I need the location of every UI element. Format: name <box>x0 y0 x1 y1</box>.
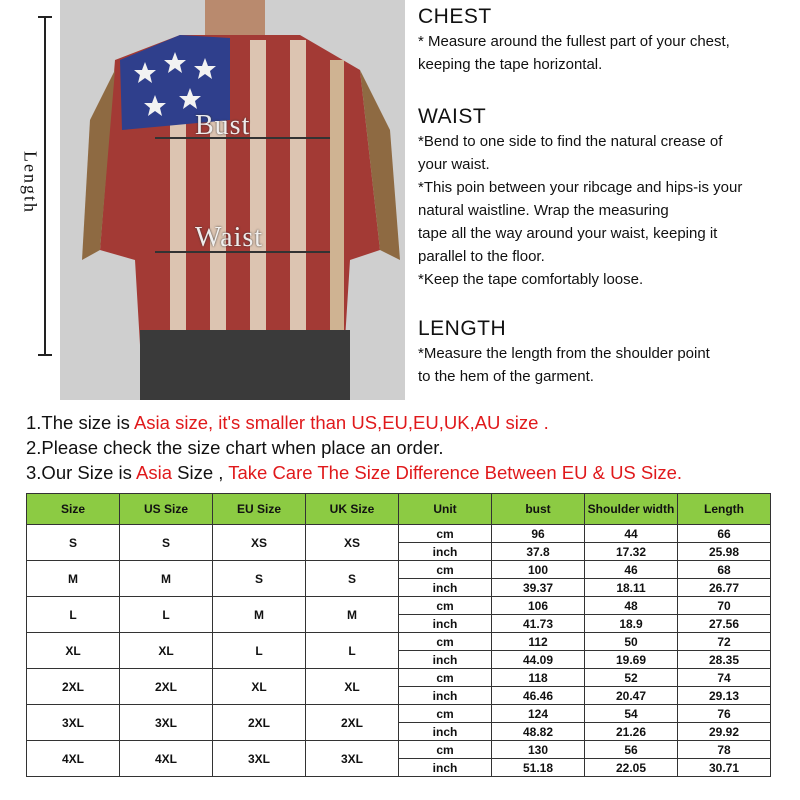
notice-1-highlight: Asia size, it's smaller than US,EU,EU,UK,AU size . <box>133 412 549 433</box>
length-inch-cell: 28.35 <box>678 651 771 669</box>
flag-shirt-illustration <box>60 0 405 400</box>
unit-inch-cell: inch <box>399 615 492 633</box>
chest-guide <box>418 4 730 76</box>
unit-cm-cell: cm <box>399 597 492 615</box>
length-cm-cell: 68 <box>678 561 771 579</box>
shoulder-inch-cell: 20.47 <box>585 687 678 705</box>
chest-text-line: keeping the tape horizontal. <box>418 56 603 73</box>
notice-1 <box>26 410 796 435</box>
length-cm-cell: 72 <box>678 633 771 651</box>
length-inch-cell: 25.98 <box>678 543 771 561</box>
header-us-size: US Size <box>120 494 213 525</box>
bust-cm-cell: 124 <box>492 705 585 723</box>
us-size-cell: 2XL <box>120 669 213 705</box>
unit-cm-cell: cm <box>399 525 492 543</box>
length-text-line: *Measure the length from the shoulder point <box>418 345 710 362</box>
bust-cm-cell: 96 <box>492 525 585 543</box>
notice-3-highlight-asia: Asia <box>136 462 173 483</box>
header-unit: Unit <box>399 494 492 525</box>
bust-inch-cell: 39.37 <box>492 579 585 597</box>
size-cell: S <box>27 525 120 561</box>
size-table-body <box>27 525 771 777</box>
us-size-cell: 4XL <box>120 741 213 777</box>
notice-1-text: 1.The size is <box>26 412 134 433</box>
waist-text-line: natural waistline. Wrap the measuring <box>418 202 669 219</box>
us-size-cell: S <box>120 525 213 561</box>
chest-text-line: * Measure around the fullest part of your chest, <box>418 33 730 50</box>
length-cm-cell: 78 <box>678 741 771 759</box>
header-uk-size: UK Size <box>306 494 399 525</box>
length-inch-cell: 26.77 <box>678 579 771 597</box>
unit-cm-cell: cm <box>399 669 492 687</box>
waist-text-line: *Keep the tape comfortably loose. <box>418 271 644 288</box>
uk-size-cell: 2XL <box>306 705 399 741</box>
size-chart-table <box>26 493 771 777</box>
table-row <box>27 741 771 759</box>
bust-cm-cell: 130 <box>492 741 585 759</box>
uk-size-cell: M <box>306 597 399 633</box>
uk-size-cell: XL <box>306 669 399 705</box>
table-row <box>27 633 771 651</box>
size-cell: 2XL <box>27 669 120 705</box>
table-row <box>27 669 771 687</box>
bust-inch-cell: 41.73 <box>492 615 585 633</box>
length-measure-line <box>44 17 46 355</box>
us-size-cell: XL <box>120 633 213 669</box>
waist-text-line: your waist. <box>418 156 490 173</box>
eu-size-cell: M <box>213 597 306 633</box>
header-size: Size <box>27 494 120 525</box>
table-row <box>27 561 771 579</box>
table-row <box>27 597 771 615</box>
header-shoulder-width: Shoulder width <box>585 494 678 525</box>
length-cm-cell: 66 <box>678 525 771 543</box>
table-row <box>27 525 771 543</box>
bust-inch-cell: 51.18 <box>492 759 585 777</box>
waist-text-line: *This poin between your ribcage and hips-is your <box>418 179 743 196</box>
notice-2: 2.Please check the size chart when place an order. <box>26 437 444 458</box>
waist-text-line: tape all the way around your waist, keeping it <box>418 225 718 242</box>
shoulder-inch-cell: 17.32 <box>585 543 678 561</box>
shoulder-cm-cell: 52 <box>585 669 678 687</box>
length-measure-cap-top <box>38 16 52 18</box>
size-notices <box>26 410 796 485</box>
eu-size-cell: XS <box>213 525 306 561</box>
size-cell: 3XL <box>27 705 120 741</box>
notice-3-text: 3.Our Size is <box>26 462 137 483</box>
unit-cm-cell: cm <box>399 561 492 579</box>
eu-size-cell: 2XL <box>213 705 306 741</box>
unit-cm-cell: cm <box>399 633 492 651</box>
length-cm-cell: 70 <box>678 597 771 615</box>
unit-cm-cell: cm <box>399 741 492 759</box>
length-inch-cell: 29.92 <box>678 723 771 741</box>
eu-size-cell: L <box>213 633 306 669</box>
bust-cm-cell: 106 <box>492 597 585 615</box>
waist-guide <box>418 104 742 291</box>
shoulder-cm-cell: 46 <box>585 561 678 579</box>
unit-inch-cell: inch <box>399 543 492 561</box>
shoulder-cm-cell: 48 <box>585 597 678 615</box>
shoulder-inch-cell: 19.69 <box>585 651 678 669</box>
notice-3 <box>26 460 796 485</box>
notice-3-text-mid: Size , <box>172 462 229 483</box>
eu-size-cell: S <box>213 561 306 597</box>
uk-size-cell: XS <box>306 525 399 561</box>
notice-3-highlight-warning: Take Care The Size Difference Between EU & US Size. <box>228 462 683 483</box>
unit-inch-cell: inch <box>399 651 492 669</box>
us-size-cell: M <box>120 561 213 597</box>
us-size-cell: L <box>120 597 213 633</box>
size-cell: 4XL <box>27 741 120 777</box>
length-inch-cell: 27.56 <box>678 615 771 633</box>
length-label: Length <box>20 151 41 214</box>
table-header-row <box>27 494 771 525</box>
shoulder-inch-cell: 18.11 <box>585 579 678 597</box>
size-cell: L <box>27 597 120 633</box>
header-bust: bust <box>492 494 585 525</box>
unit-cm-cell: cm <box>399 705 492 723</box>
eu-size-cell: XL <box>213 669 306 705</box>
size-cell: M <box>27 561 120 597</box>
waist-text-line: *Bend to one side to find the natural crease of <box>418 133 723 150</box>
waist-heading: WAIST <box>418 105 487 128</box>
unit-inch-cell: inch <box>399 687 492 705</box>
bust-cm-cell: 112 <box>492 633 585 651</box>
bust-inch-cell: 44.09 <box>492 651 585 669</box>
us-size-cell: 3XL <box>120 705 213 741</box>
shoulder-cm-cell: 44 <box>585 525 678 543</box>
length-cm-cell: 74 <box>678 669 771 687</box>
waist-text-line: parallel to the floor. <box>418 248 545 265</box>
bust-label: Bust <box>195 110 251 141</box>
uk-size-cell: L <box>306 633 399 669</box>
shoulder-inch-cell: 18.9 <box>585 615 678 633</box>
length-measure-cap-bottom <box>38 354 52 356</box>
length-cm-cell: 76 <box>678 705 771 723</box>
shoulder-cm-cell: 54 <box>585 705 678 723</box>
bust-cm-cell: 118 <box>492 669 585 687</box>
size-cell: XL <box>27 633 120 669</box>
shoulder-inch-cell: 21.26 <box>585 723 678 741</box>
shoulder-cm-cell: 56 <box>585 741 678 759</box>
unit-inch-cell: inch <box>399 723 492 741</box>
table-row <box>27 705 771 723</box>
header-eu-size: EU Size <box>213 494 306 525</box>
shoulder-cm-cell: 50 <box>585 633 678 651</box>
unit-inch-cell: inch <box>399 579 492 597</box>
shoulder-inch-cell: 22.05 <box>585 759 678 777</box>
bust-inch-cell: 48.82 <box>492 723 585 741</box>
eu-size-cell: 3XL <box>213 741 306 777</box>
length-heading: LENGTH <box>418 317 507 340</box>
bust-cm-cell: 100 <box>492 561 585 579</box>
length-text-line: to the hem of the garment. <box>418 368 594 385</box>
bust-inch-cell: 46.46 <box>492 687 585 705</box>
uk-size-cell: 3XL <box>306 741 399 777</box>
length-inch-cell: 30.71 <box>678 759 771 777</box>
chest-heading: CHEST <box>418 5 492 28</box>
length-inch-cell: 29.13 <box>678 687 771 705</box>
unit-inch-cell: inch <box>399 759 492 777</box>
header-length: Length <box>678 494 771 525</box>
length-guide <box>418 316 710 388</box>
bust-inch-cell: 37.8 <box>492 543 585 561</box>
product-photo <box>60 0 405 400</box>
uk-size-cell: S <box>306 561 399 597</box>
waist-label: Waist <box>195 222 264 253</box>
